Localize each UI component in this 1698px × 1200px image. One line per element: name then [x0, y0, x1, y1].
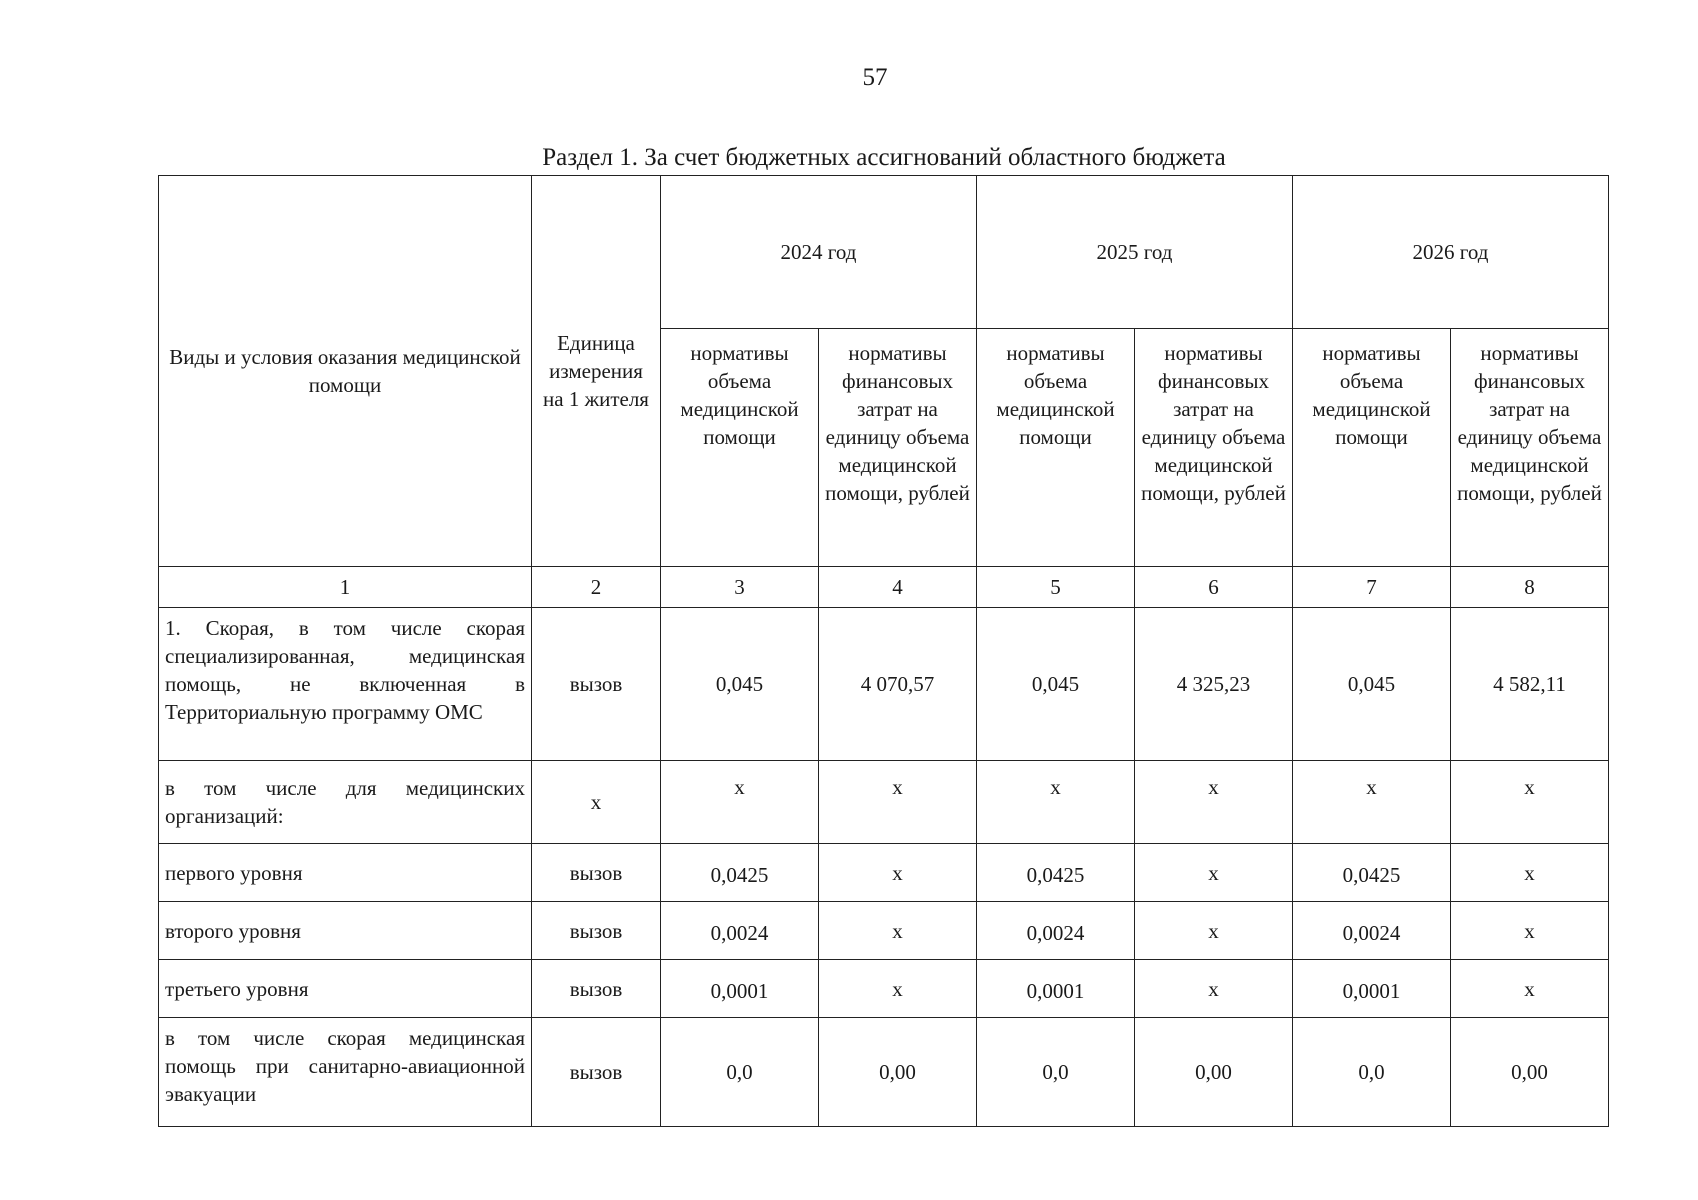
cell-value: 0,0 — [661, 1018, 819, 1127]
header-year-2025: 2025 год — [977, 176, 1293, 329]
table-row — [159, 902, 1609, 960]
cell-value: 0,00 — [819, 1018, 977, 1127]
cell-value: х — [819, 960, 977, 1018]
header-care-types: Виды и условия оказания медицинской помощи — [159, 176, 532, 567]
header-year-2024: 2024 год — [661, 176, 977, 329]
cell-value: 0,0024 — [977, 902, 1135, 960]
header-cost-2025: нормативы финансовых затрат на единицу объема медицинской помощи, рублей — [1135, 329, 1293, 567]
cell-value: х — [1135, 844, 1293, 902]
row-unit: вызов — [532, 608, 661, 761]
row-unit: вызов — [532, 902, 661, 960]
header-cost-2024: нормативы финансовых затрат на единицу объема медицинской помощи, рублей — [819, 329, 977, 567]
column-number: 7 — [1293, 567, 1451, 608]
cell-value: 0,00 — [1451, 1018, 1609, 1127]
cell-value: 0,0425 — [977, 844, 1135, 902]
cell-value: 0,00 — [1135, 1018, 1293, 1127]
cell-value: х — [1135, 761, 1293, 844]
table-row — [159, 761, 1609, 844]
row-label: в том числе для медицинских организаций: — [159, 761, 532, 844]
column-number: 6 — [1135, 567, 1293, 608]
row-unit: вызов — [532, 844, 661, 902]
cell-value: х — [1451, 960, 1609, 1018]
cell-value: 0,0425 — [1293, 844, 1451, 902]
cell-value: 4 582,11 — [1451, 608, 1609, 761]
cell-value: х — [977, 761, 1135, 844]
page-number: 57 — [862, 64, 888, 91]
table-row — [159, 844, 1609, 902]
column-number: 8 — [1451, 567, 1609, 608]
cell-value: х — [661, 761, 819, 844]
cell-value: 0,0001 — [661, 960, 819, 1018]
cell-value: х — [1451, 844, 1609, 902]
cell-value: х — [1135, 902, 1293, 960]
header-volume-2026: нормативы объема медицинской помощи — [1293, 329, 1451, 567]
row-label: третьего уровня — [159, 960, 532, 1018]
cell-value: 0,0024 — [1293, 902, 1451, 960]
cell-value: х — [1135, 960, 1293, 1018]
column-number: 5 — [977, 567, 1135, 608]
row-unit: вызов — [532, 960, 661, 1018]
header-row-years — [159, 176, 1609, 329]
table-row — [159, 960, 1609, 1018]
cell-value: х — [1293, 761, 1451, 844]
column-number: 2 — [532, 567, 661, 608]
cell-value: 0,0425 — [661, 844, 819, 902]
row-label: первого уровня — [159, 844, 532, 902]
header-year-2026: 2026 год — [1293, 176, 1609, 329]
cell-value: х — [819, 844, 977, 902]
column-numbers-row — [159, 567, 1609, 608]
row-label: 1. Скорая, в том числе скорая специализированная, медицинская помощь, не включенная в Территориальную программу ОМС — [159, 608, 532, 761]
header-unit: Единица измерения на 1 жителя — [532, 176, 661, 567]
cell-value: х — [1451, 761, 1609, 844]
cell-value: 0,045 — [977, 608, 1135, 761]
cell-value: 0,045 — [661, 608, 819, 761]
cell-value: х — [819, 902, 977, 960]
norms-table — [158, 175, 1609, 1127]
column-number: 4 — [819, 567, 977, 608]
row-unit: вызов — [532, 1018, 661, 1127]
header-volume-2025: нормативы объема медицинской помощи — [977, 329, 1135, 567]
cell-value: 0,0001 — [1293, 960, 1451, 1018]
table-row — [159, 608, 1609, 761]
cell-value: 4 070,57 — [819, 608, 977, 761]
column-number: 3 — [661, 567, 819, 608]
cell-value: 0,0001 — [977, 960, 1135, 1018]
row-unit: х — [532, 761, 661, 844]
header-volume-2024: нормативы объема медицинской помощи — [661, 329, 819, 567]
row-label: второго уровня — [159, 902, 532, 960]
cell-value: 4 325,23 — [1135, 608, 1293, 761]
cell-value: х — [819, 761, 977, 844]
row-label: в том числе скорая медицинская помощь при санитарно-авиационной эвакуации — [159, 1018, 532, 1127]
cell-value: х — [1451, 902, 1609, 960]
column-number: 1 — [159, 567, 532, 608]
cell-value: 0,045 — [1293, 608, 1451, 761]
cell-value: 0,0 — [1293, 1018, 1451, 1127]
cell-value: 0,0 — [977, 1018, 1135, 1127]
header-cost-2026: нормативы финансовых затрат на единицу объема медицинской помощи, рублей — [1451, 329, 1609, 567]
section-title: Раздел 1. За счет бюджетных ассигнований областного бюджета — [542, 144, 1226, 171]
table-row — [159, 1018, 1609, 1127]
cell-value: 0,0024 — [661, 902, 819, 960]
